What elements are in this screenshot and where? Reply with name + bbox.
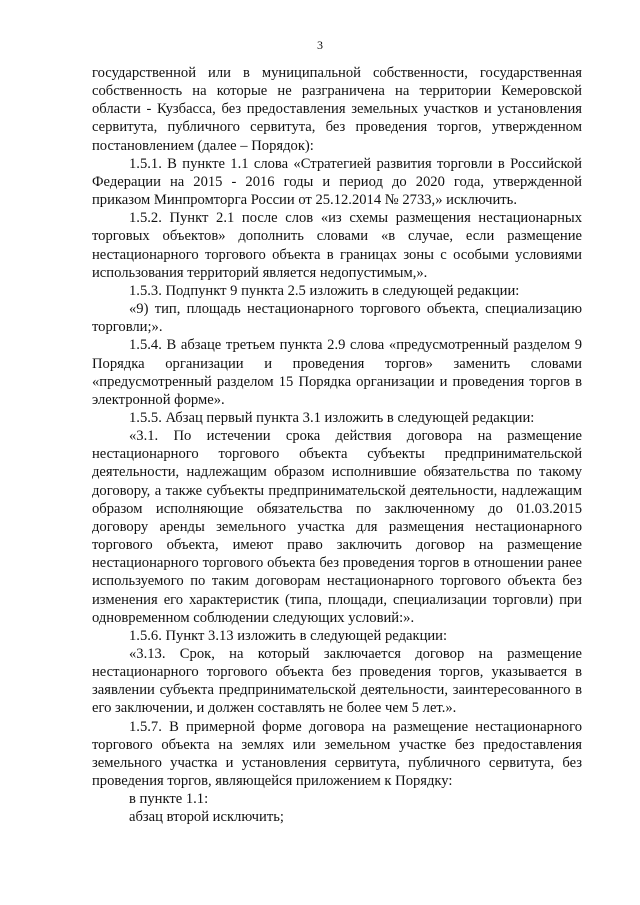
paragraph-1-5-7: 1.5.7. В примерной форме договора на размещение нестационарного торгового объекта на землях или земельном участке без предоставления земельного участка и установления сервитута, публичного сервитута, без проведения торгов, являющейся приложением к Порядку: [92,718,582,790]
paragraph-1-5-1: 1.5.1. В пункте 1.1 слова «Стратегией развития торговли в Российской Федерации на 2015 - 2016 годы и период до 2020 года, утвержденной приказом Минпромторга России от 25.12.2014 № 2733,» исключить. [92,155,582,209]
paragraph-1-5-4: 1.5.4. В абзаце третьем пункта 2.9 слова «предусмотренный разделом 9 Порядка организации и проведения торгов» заменить словами «предусмотренный разделом 15 Порядка организации и проведения торгов в электронной форме». [92,337,582,408]
paragraph-1-5-5-quote: «3.1. По истечении срока действия договора на размещение нестационарного торгового объекта субъекты предпринимательской деятельности, надлежащим образом исполнившие обязательства по такому договору, а также субъекты предпринимательской деятельности, надлежащим образом исполняющие обязательства по заключенному до 01.03.2015 договору аренды земельного участка для размещения нестационарного торгового объекта, имеют право заключить договор на размещение нестационарного торгового объекта без проведения торгов в отношении ранее используемого по таким договорам нестационарного торгового объекта без изменения его характеристик (типа, площади, специализации торговли) при одновременном соблюдении следующих условий:». [92,428,582,626]
paragraph-1-5-3: 1.5.3. Подпункт 9 пункта 2.5 изложить в следующей редакции: [129,282,520,299]
paragraph-clause-1-1: в пункте 1.1: [129,791,209,808]
document-body [92,64,582,827]
paragraph-1-5-5: 1.5.5. Абзац первый пункта 3.1 изложить в следующей редакции: [129,409,535,426]
paragraph-1-5-3-quote: «9) тип, площадь нестационарного торгового объекта, специализацию торговли;». [92,301,582,336]
paragraph-1-5-2: 1.5.2. Пункт 2.1 после слов «из схемы размещения нестационарных торговых объектов» дополнить словами «в случае, если размещение нестационарного торгового объекта в границах зоны с особыми условиями использования территорий является недопустимым,». [92,210,582,281]
paragraph-delete-second: абзац второй исключить; [129,809,284,826]
paragraph-intro-continuation: государственной или в муниципальной собственности, государственная собственность на которые не разграничена на территории Кемеровской области - Кузбасса, без предоставления земельных участков и установления сервитута, публичного сервитута, без проведения торгов, утвержденном постановлением (далее – Порядок): [92,65,582,154]
page-number: 3 [317,38,323,52]
paragraph-1-5-6-quote: «3.13. Срок, на который заключается договор на размещение нестационарного торгового объекта без проведения торгов, указывается в заявлении субъекта предпринимательской деятельности, заинтересованного в его заключении, и должен составлять не более чем 5 лет.». [92,646,582,717]
paragraph-1-5-6: 1.5.6. Пункт 3.13 изложить в следующей редакции: [129,627,448,644]
